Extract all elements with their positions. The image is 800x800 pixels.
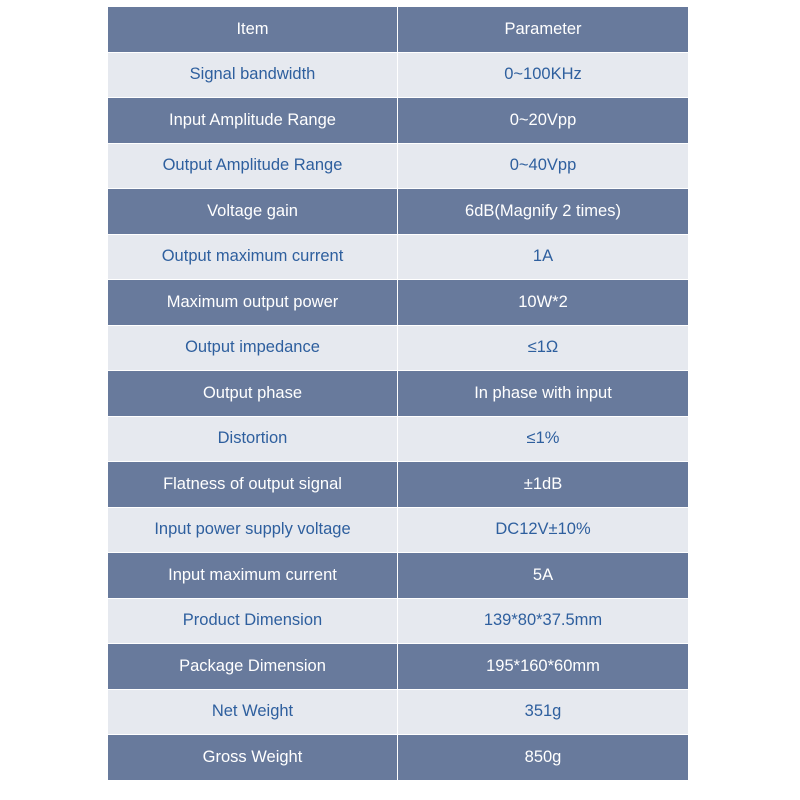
row-parameter: 850g bbox=[398, 735, 689, 781]
table-row bbox=[108, 735, 689, 781]
table-row bbox=[108, 553, 689, 599]
row-parameter: 10W*2 bbox=[398, 280, 689, 326]
row-parameter: 139*80*37.5mm bbox=[398, 598, 689, 644]
table-row bbox=[108, 462, 689, 508]
table-row bbox=[108, 52, 689, 98]
row-parameter: 195*160*60mm bbox=[398, 644, 689, 690]
row-parameter: 6dB(Magnify 2 times) bbox=[398, 189, 689, 235]
row-parameter: ≤1% bbox=[398, 416, 689, 462]
header-item: Item bbox=[108, 7, 398, 53]
row-item: Voltage gain bbox=[108, 189, 398, 235]
table-row bbox=[108, 507, 689, 553]
row-item: Output Amplitude Range bbox=[108, 143, 398, 189]
row-item: Output impedance bbox=[108, 325, 398, 371]
row-item: Input power supply voltage bbox=[108, 507, 398, 553]
row-item: Output phase bbox=[108, 371, 398, 417]
row-item: Maximum output power bbox=[108, 280, 398, 326]
row-parameter: 5A bbox=[398, 553, 689, 599]
row-parameter: 1A bbox=[398, 234, 689, 280]
row-parameter: 351g bbox=[398, 689, 689, 735]
table-row bbox=[108, 371, 689, 417]
row-item: Gross Weight bbox=[108, 735, 398, 781]
row-parameter: 0~40Vpp bbox=[398, 143, 689, 189]
row-item: Product Dimension bbox=[108, 598, 398, 644]
table-row bbox=[108, 644, 689, 690]
table-row bbox=[108, 98, 689, 144]
spec-table bbox=[107, 6, 689, 781]
table-row bbox=[108, 689, 689, 735]
row-parameter: 0~100KHz bbox=[398, 52, 689, 98]
row-parameter: ±1dB bbox=[398, 462, 689, 508]
row-item: Input Amplitude Range bbox=[108, 98, 398, 144]
table-row bbox=[108, 143, 689, 189]
table-header-row bbox=[108, 7, 689, 53]
header-parameter: Parameter bbox=[398, 7, 689, 53]
row-item: Input maximum current bbox=[108, 553, 398, 599]
row-item: Flatness of output signal bbox=[108, 462, 398, 508]
row-item: Net Weight bbox=[108, 689, 398, 735]
table-row bbox=[108, 598, 689, 644]
table-row bbox=[108, 280, 689, 326]
table-row bbox=[108, 234, 689, 280]
row-parameter: In phase with input bbox=[398, 371, 689, 417]
row-item: Package Dimension bbox=[108, 644, 398, 690]
table-row bbox=[108, 416, 689, 462]
row-parameter: 0~20Vpp bbox=[398, 98, 689, 144]
row-parameter: DC12V±10% bbox=[398, 507, 689, 553]
row-item: Signal bandwidth bbox=[108, 52, 398, 98]
table-row bbox=[108, 325, 689, 371]
row-item: Output maximum current bbox=[108, 234, 398, 280]
table-row bbox=[108, 189, 689, 235]
row-item: Distortion bbox=[108, 416, 398, 462]
row-parameter: ≤1Ω bbox=[398, 325, 689, 371]
